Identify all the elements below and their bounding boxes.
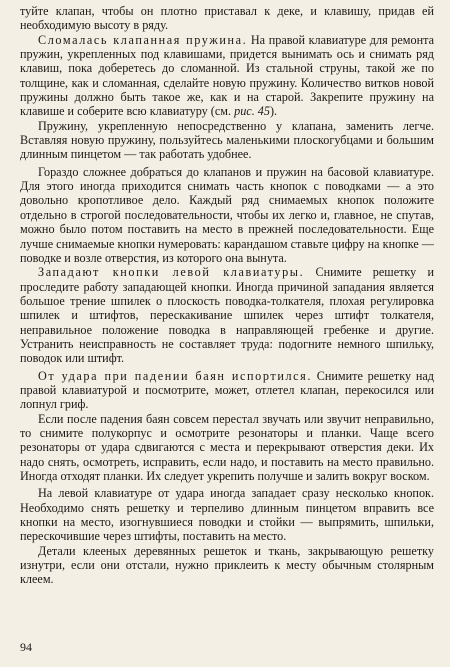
paragraph-text: Снимите решетку над правой клавиатурой и посмотрите, может, отлетел клапан, перекосился или лопнул гриф. bbox=[20, 368, 434, 412]
paragraph-dropped-bayan bbox=[20, 369, 434, 412]
paragraph-left-keyboard-impact bbox=[20, 486, 434, 543]
paragraph-bass-keyboard bbox=[20, 165, 434, 265]
paragraph-text: Гораздо сложнее добраться до клапанов и пружин на басовой клавиатуре. Для этого иногда приходится снимать часть кнопок с поводками — а это довольно кропотливое дело. Каждый ряд снимаемых кнопок положите отдельно в строгой последовательности, чтобы их легко и, главное, не спутав, можно было потом поставить на место в прежней последовательности. Еще лучше снимаемые кнопки нумеровать: карандашом ставьте цифру на кнопке — поводке и возле отверстия, из которого она вынута. bbox=[20, 164, 434, 265]
paragraph-broken-valve-spring bbox=[20, 33, 434, 119]
paragraph-resonators bbox=[20, 412, 434, 484]
paragraph-continued bbox=[20, 4, 434, 33]
paragraph-text: Пружину, укрепленную непосредственно у клапана, заменить легче. Вставляя новую пружину, пользуйтесь маленькими плоскогубцами и большим длинным пинцетом — так работать удобнее. bbox=[20, 118, 434, 162]
paragraph-text: На левой клавиатуре от удара иногда западает сразу несколько кнопок. Необходимо снять решетку и терпеливо длинным пинцетом вправить все кнопки на место, изогнувшиеся поводки и стойки — выпрямить, шпильки, перескочившие через штифты, поставить на место. bbox=[20, 486, 434, 544]
figure-reference: рис. 45 bbox=[234, 104, 270, 119]
paragraph-text-tail: ). bbox=[269, 104, 278, 119]
paragraph-text: Детали клееных деревянных решеток и ткань, закрывающую решетку изнутри, если они отстали, нужно приклеить к месту обычным столярным клеем. bbox=[20, 543, 434, 587]
paragraph-text: На правой клавиатуре для ремонта пружин, укрепленных под клавишами, придется вынимать ось и снимать ряд клавиш, пока доберетесь до сломанной. Из стальной струны, такой же по толщине, как и сломанная, сделайте новую пружину. Количество витков новой пружины должно быть такое же, как и на старой. Закрепите пружину на клавише и соберите всю клавиатуру (см. bbox=[20, 32, 434, 119]
section-heading-sticking-buttons: Западают кнопки левой клавиатуры. bbox=[38, 265, 305, 280]
section-heading-dropped-bayan: От удара при падении баян испортился. bbox=[38, 368, 312, 383]
section-heading-broken-valve-spring: Сломалась клапанная пружина. bbox=[38, 32, 248, 47]
paragraph-text: Снимите решетку и проследите работу западающей кнопки. Иногда причиной западания является большое трение шпилек о плоскость поводка-толкателя, плохая регулировка шпилек и штифтов, перескакивание шпилек через штифт толкателя, неправильное положение поводка в направляющей гребенке и другие. Устранить неисправность не составляет труда: подогните немного шпильку, поводок или штифт. bbox=[20, 265, 434, 366]
paragraph-grille-repair bbox=[20, 544, 434, 587]
paragraph-text: Если после падения баян совсем перестал звучать или звучит неправильно, то снимите полукорпус и осмотрите резонаторы и планки. Чаще всего резонаторы от удара сдвигаются с места и перекрывают отверстия деки. Их надо снять, осмотреть, исправить, если надо, и поставить на место правильно. Иногда отходят планки. Их следует укрепить получше и залить вокруг воском. bbox=[20, 411, 434, 483]
paragraph-sticking-buttons bbox=[20, 265, 434, 365]
paragraph-text: туйте клапан, чтобы он плотно приставал к деке, и клавишу, придав ей необходимую высоту в ряду. bbox=[20, 4, 434, 33]
paragraph-spring-near-valve bbox=[20, 119, 434, 162]
page-number: 94 bbox=[20, 640, 32, 654]
